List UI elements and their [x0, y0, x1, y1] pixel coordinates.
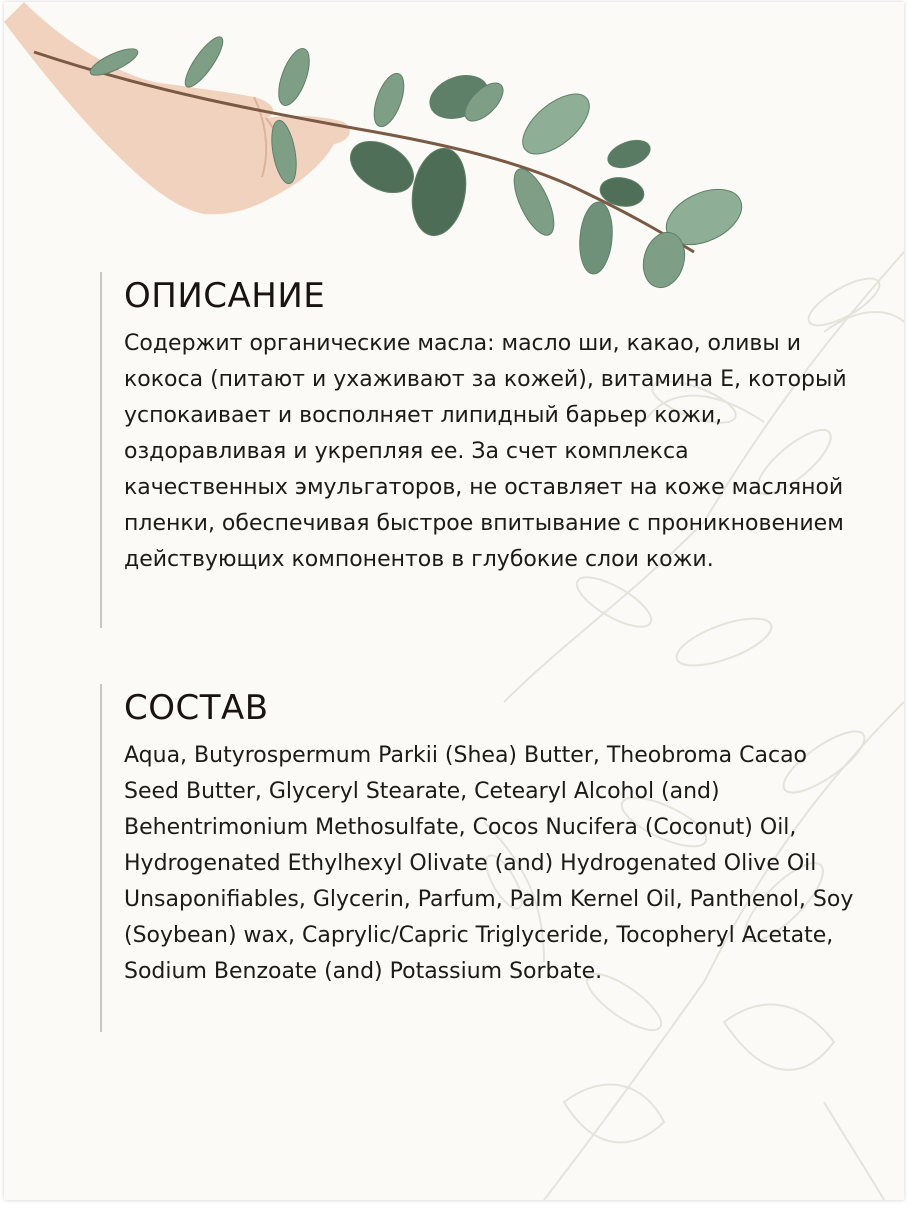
hand-with-eucalyptus-branch-illustration	[4, 2, 764, 302]
composition-section	[100, 684, 860, 1032]
description-text: Содержит органические масла: масло ши, какао, оливы и кокоса (питают и ухаживают за кожей), витамина Е, который успокаивает и восполняет липидный барьер кожи, оздоравливая и укрепляя ее. За счет комплекса качественных эмульгаторов, не оставляет на коже масляной пленки, обеспечивая быстрое впитывание с проникновением действующих компонентов в глубокие слои кожи.	[124, 331, 847, 572]
product-info-card	[4, 2, 904, 1200]
section-divider-line	[100, 684, 102, 1032]
description-heading: ОПИСАНИЕ	[124, 276, 326, 316]
description-section	[100, 272, 860, 628]
section-divider-line	[100, 272, 102, 628]
composition-text: Aqua, Butyrospermum Parkii (Shea) Butter, Theobroma Cacao Seed Butter, Glyceryl Stearate, Cetearyl Alcohol (and) Behentrimonium Methosulfate, Cocos Nucifera (Coconut) Oil, Hydrogenated Ethylhexyl Olivate (and) Hydrogenated Olive Oil Unsaponifiables, Glycerin, Parfum, Palm Kernel Oil, Panthenol, Soy (Soybean) wax, Caprylic/Capric Triglyceride, Tocopheryl Acetate, Sodium Benzoate (and) Potassium Sorbate.	[124, 743, 854, 984]
composition-heading: СОСТАВ	[124, 688, 269, 728]
